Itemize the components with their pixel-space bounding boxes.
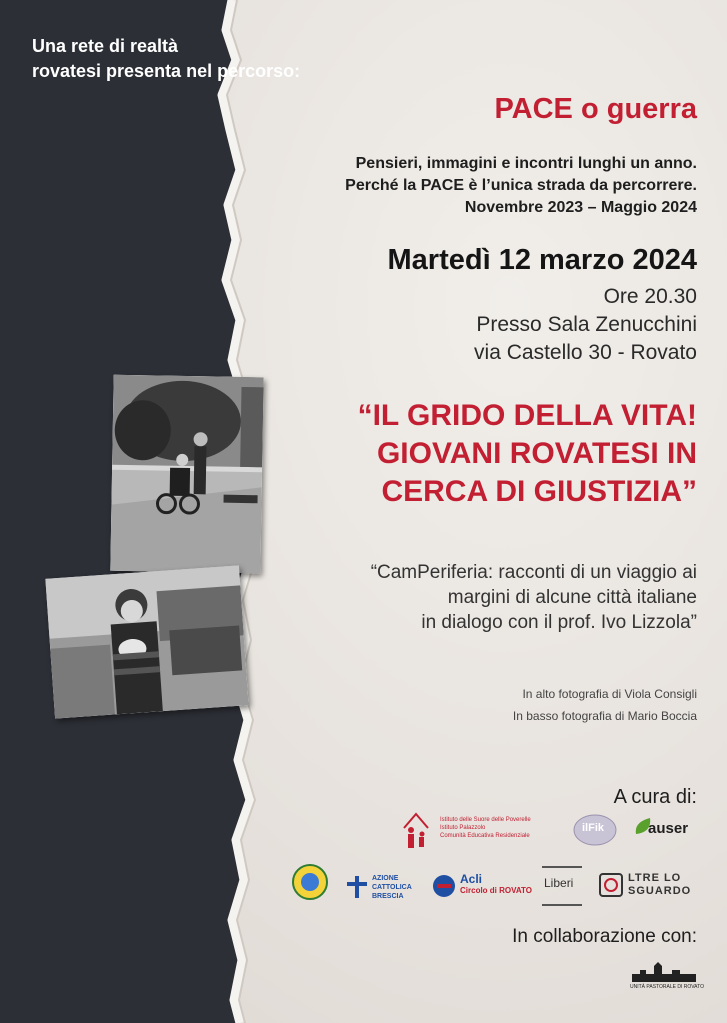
- description-line-2: margini di alcune città italiane: [447, 587, 697, 608]
- bottom-photo-image: [45, 565, 248, 718]
- town-skyline-icon: [630, 960, 698, 982]
- description-line-3: in dialogo con il prof. Ivo Lizzola”: [421, 612, 697, 633]
- event-description: [371, 560, 697, 635]
- acli-logo: [432, 872, 533, 904]
- unita-pastorale-logo: [630, 960, 704, 992]
- acli-circolo-text: Circolo di ROVATO: [460, 886, 533, 895]
- auser-text: auser: [648, 820, 689, 837]
- bottom-photo: [45, 565, 248, 718]
- event-place: Presso Sala Zenucchini: [476, 313, 697, 336]
- ac-line-2: CATTOLICA: [372, 884, 412, 891]
- ilfik-text: ilFik: [582, 822, 605, 834]
- unita-pastorale-text: UNITÀ PASTORALE DI ROVATO: [630, 984, 704, 990]
- subtitle-line-1: Pensieri, immagini e incontri lunghi un anno.: [355, 155, 697, 172]
- event-date: Martedì 12 marzo 2024: [387, 244, 697, 276]
- auser-logo: [632, 814, 702, 844]
- series-title: PACE o guerra: [494, 93, 697, 125]
- intro-line-1: Una rete di realtà: [32, 36, 179, 56]
- ilfik-logo: [572, 812, 618, 848]
- round-badge-icon: [292, 864, 328, 900]
- oltre-line-2: SGUARDO: [628, 885, 692, 897]
- top-photo-image: [110, 375, 263, 574]
- suore-line-1: Istituto delle Suore delle Poverelle: [440, 817, 531, 823]
- event-title-line-1: “IL GRIDO DELLA VITA!: [357, 399, 697, 432]
- organizers-label: A cura di:: [613, 786, 697, 808]
- event-title-line-2: GIOVANI ROVATESI IN: [376, 437, 697, 470]
- event-title-line-3: CERCA DI GIUSTIZIA”: [381, 475, 697, 508]
- credit-top-photo: In alto fotografia di Viola Consigli: [522, 687, 697, 701]
- subtitle-line-3: Novembre 2023 – Maggio 2024: [464, 199, 697, 216]
- suore-line-3: Comunità Educativa Residenziale: [440, 833, 530, 839]
- liberi-logo: [542, 866, 582, 906]
- ac-line-1: AZIONE: [372, 875, 399, 882]
- event-location: [474, 283, 697, 367]
- photo-credits: [513, 683, 697, 727]
- event-address: via Castello 30 - Rovato: [474, 341, 697, 364]
- camera-o-icon: [598, 872, 624, 898]
- event-title: [358, 397, 697, 511]
- acli-text: Acli: [460, 872, 483, 886]
- azione-cattolica-logo: [344, 872, 414, 906]
- round-badge-logo: [292, 864, 328, 900]
- acli-emblem-icon: [432, 874, 456, 898]
- family-icon: [398, 808, 434, 854]
- cross-logo-icon: [344, 874, 370, 900]
- oltre-line-1: LTRE LO: [628, 872, 682, 884]
- top-photo: [110, 375, 263, 574]
- suore-poverelle-logo: [398, 808, 548, 854]
- intro-text: [32, 34, 300, 84]
- oltre-lo-sguardo-logo: [598, 870, 702, 902]
- ac-line-3: BRESCIA: [372, 893, 404, 900]
- liberi-text: Liberi: [544, 876, 574, 890]
- event-time: Ore 20.30: [603, 285, 697, 308]
- suore-line-2: Istituto Palazzolo: [440, 825, 486, 831]
- credit-bottom-photo: In basso fotografia di Mario Boccia: [512, 709, 697, 723]
- collaboration-label: In collaborazione con:: [512, 926, 697, 947]
- description-line-1: “CamPeriferia: racconti di un viaggio ai: [370, 562, 697, 583]
- intro-line-2: rovatesi presenta nel percorso:: [32, 61, 301, 81]
- series-subtitle: [345, 153, 697, 219]
- subtitle-line-2: Perché la PACE è l’unica strada da percorrere.: [345, 177, 697, 194]
